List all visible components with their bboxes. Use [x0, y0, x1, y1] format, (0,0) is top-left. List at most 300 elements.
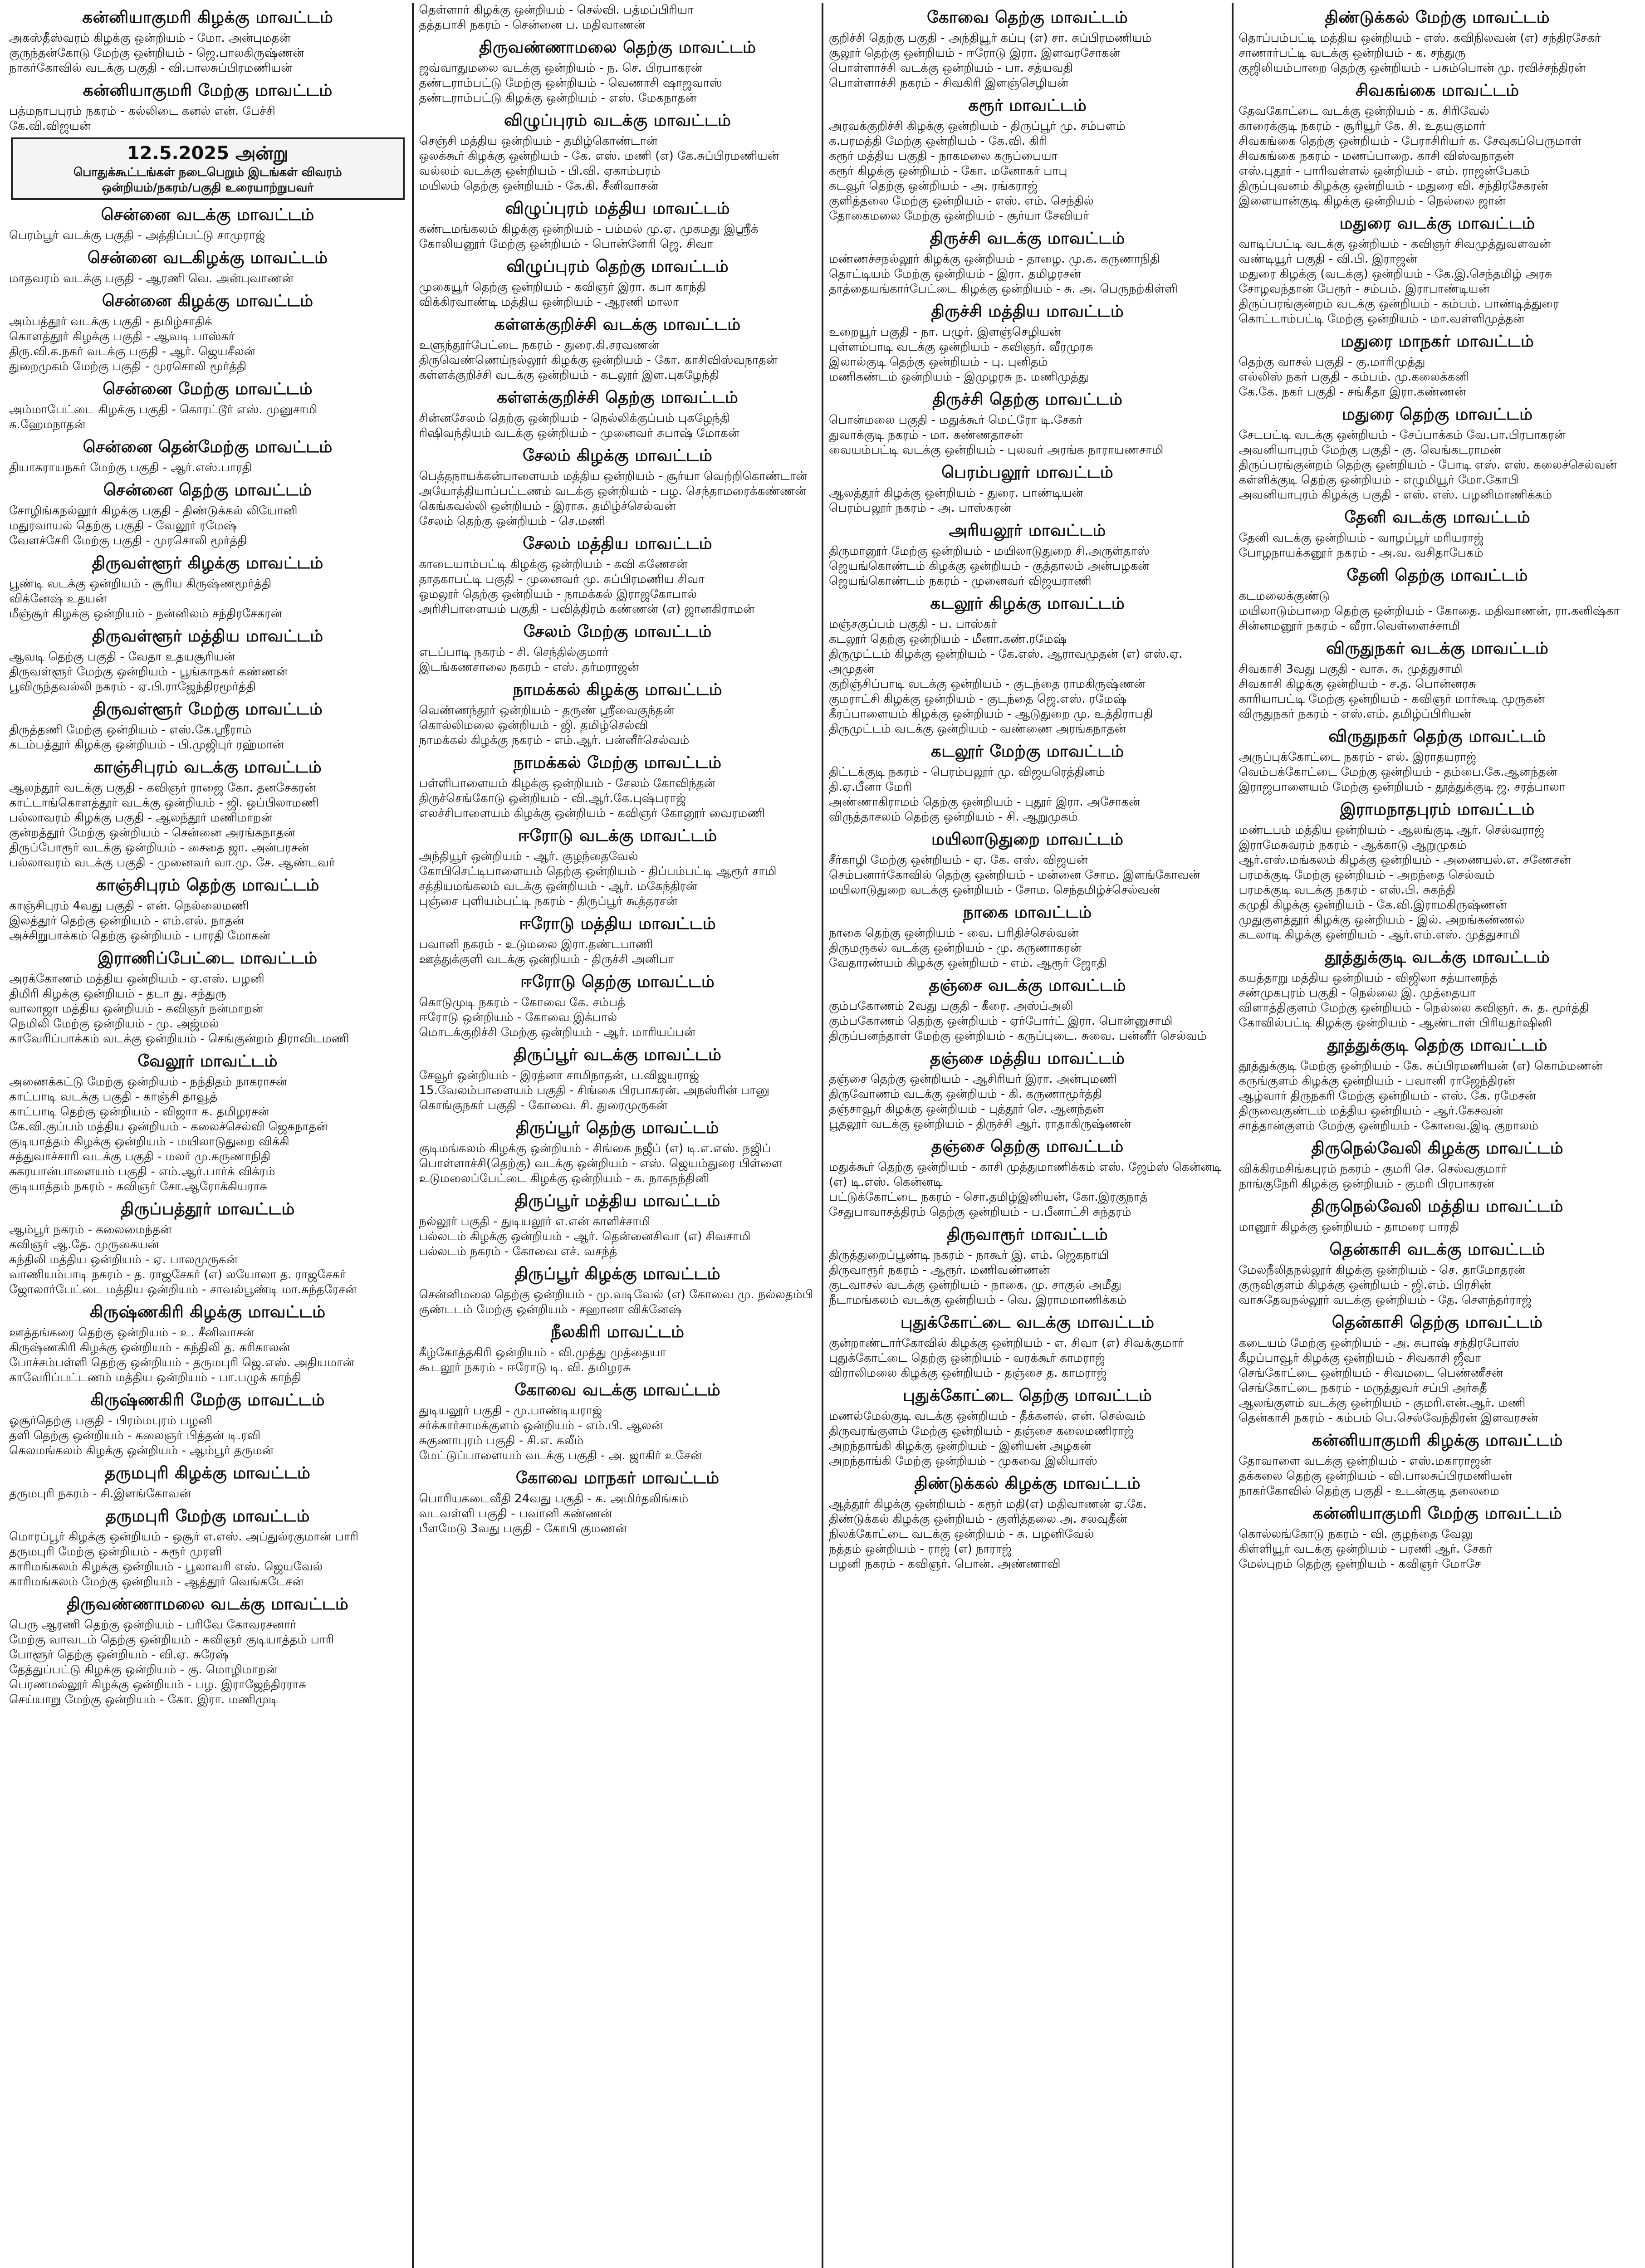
- venue-speaker-line: தளி தெற்கு ஒன்றியம் - கலைஞர் பித்தன் டி.ரவி: [9, 1429, 261, 1442]
- venue-speaker-line: குன்றத்தூர் மேற்கு ஒன்றியம் - சென்னை அரங்கநாதன்: [9, 826, 295, 840]
- venue-speaker-line: க.ஹேமநாதன்: [9, 418, 86, 431]
- district-heading: சென்னை மேற்கு மாவட்டம்: [103, 380, 313, 398]
- venue-speaker-line: பொள்ளாச்சி(தெற்கு) வடக்கு ஒன்றியம் - எஸ். ஜெயம்துரை பிள்ளை: [419, 1157, 783, 1170]
- district-section: [9, 553, 406, 621]
- district-heading: தேனி வடக்கு மாவட்டம்: [1344, 508, 1531, 527]
- venue-speaker-line: போச்சம்பள்ளி தெற்கு ஒன்றியம் - தருமபுரி ஜெ.எஸ். அதியமான்: [9, 1356, 354, 1369]
- venue-speaker-line: பெரம்பலூர் நகரம் - அ. பாஸ்கரன்: [829, 501, 1012, 515]
- district-section: [419, 445, 817, 529]
- venue-speaker-line: மொடக்குறிச்சி மேற்கு ஒன்றியம் - ஆர். மாரியப்பன்: [419, 1026, 696, 1039]
- district-section: [829, 228, 1226, 297]
- district-heading: விழுப்புரம் தெற்கு மாவட்டம்: [506, 257, 729, 276]
- venue-speaker-line: கடமலைக்குண்டு: [1239, 589, 1330, 603]
- district-heading: நீலகிரி மாவட்டம்: [551, 1323, 685, 1341]
- venue-speaker-line: எல்லிஸ் நகர் பகுதி - கம்பம். மு.கலைக்கனி: [1239, 370, 1469, 384]
- venue-speaker-line: நாகை தெற்கு ஒன்றியம் - வை. பரிதிச்செல்வன்: [829, 926, 1079, 940]
- venue-speaker-line: இராமேசுவரம் நகரம் - ஆக்காடு ஆறுமுகம்: [1239, 838, 1467, 852]
- columns-container: [4, 3, 1641, 2268]
- venue-speaker-line: காரிமங்கலம் மேற்கு ஒன்றியம் - ஆத்தூர் வெங்கடேசன்: [9, 1575, 304, 1589]
- district-section: [1239, 1035, 1636, 1134]
- district-section: [1239, 1503, 1636, 1572]
- district-heading: கோவை மாநகர் மாவட்டம்: [515, 1469, 720, 1487]
- venue-speaker-line: தூத்துக்குடி மேற்கு ஒன்றியம் - கே. சுப்பிரமணியன் (எ) கொம்மணன்: [1239, 1059, 1603, 1073]
- venue-speaker-line: சின்னசேலம் தெற்கு ஒன்றியம் - நெல்லிக்குப்பம் புகழேந்தி: [419, 411, 730, 425]
- venue-speaker-line: தியாகராயநகர் மேற்கு பகுதி - ஆர்.எஸ்.பாரதி: [9, 461, 252, 474]
- venue-speaker-line: கீழ்கோத்தகிரி ஒன்றியம் - வி.முத்து முத்தையா: [419, 1346, 666, 1359]
- district-section: [1239, 1196, 1636, 1235]
- district-section: [829, 462, 1226, 516]
- venue-speaker-line: புஞ்சை புளியம்பட்டி நகரம் - திருப்பூர் கூத்தரசன்: [419, 894, 678, 908]
- venue-speaker-line: திருமருகல் வடக்கு ஒன்றியம் - மு. கருணாகரன்: [829, 941, 1082, 955]
- venue-speaker-line: ஆவடி தெற்கு பகுதி - வேதா உதயசூரியன்: [9, 650, 235, 664]
- district-section: [419, 1045, 817, 1113]
- district-section: [829, 301, 1226, 385]
- district-heading: கன்னியாகுமரி மேற்கு மாவட்டம்: [1312, 1504, 1562, 1523]
- venue-speaker-line: ஜவ்வாதுமலை வடக்கு ஒன்றியம் - ந. செ. பிரபாகரன்: [419, 61, 703, 75]
- venue-speaker-line: உளுந்தூர்பேட்டை நகரம் - துரை.கி.சரவணன்: [419, 338, 660, 352]
- district-heading: திருப்பத்தூர் மாவட்டம்: [120, 1200, 295, 1218]
- venue-speaker-line: மண்ணச்சநல்லூர் கிழக்கு ஒன்றியம் - தாழை. மு.க. கருணாநிதி: [829, 252, 1160, 266]
- venue-speaker-line: கள்ளக்குறிச்சி வடக்கு ஒன்றியம் - கடலூர் இள.புகழேந்தி: [419, 368, 720, 382]
- district-heading: ஈரோடு வடக்கு மாவட்டம்: [518, 826, 717, 845]
- district-heading: கோவை தெற்கு மாவட்டம்: [927, 8, 1128, 27]
- venue-speaker-line: பல்லடம் நகரம் - கோவை எச். வசந்த்: [419, 1245, 617, 1258]
- district-section: [9, 757, 406, 870]
- venue-speaker-line: குறிஞ்சிப்பாடி வடக்கு ஒன்றியம் - குடந்தை ராமகிருஷ்ணன்: [829, 677, 1146, 691]
- venue-speaker-line: மானூர் கிழக்கு ஒன்றியம் - தாமரை பாரதி: [1239, 1220, 1459, 1234]
- district-section: [1239, 213, 1636, 327]
- venue-speaker-line: அரவக்குறிச்சி கிழக்கு ஒன்றியம் - திருப்பூர் மு. சம்பளம்: [829, 119, 1126, 133]
- venue-speaker-line: தண்டராம்பட்டு கிழக்கு ஒன்றியம் - எஸ். மேகநாதன்: [419, 91, 697, 105]
- venue-speaker-line: சிவகங்கை நகரம் - மணப்பாறை. காசி விஸ்வநாதன்: [1239, 149, 1514, 163]
- district-heading: திண்டுக்கல் மேற்கு மாவட்டம்: [1325, 8, 1550, 27]
- venue-speaker-line: வையம்பட்டி வடக்கு ஒன்றியம் - புலவர் அரங்க நாராயணசாமி: [829, 443, 1164, 457]
- district-heading: கிருஷ்ணகிரி மேற்கு மாவட்டம்: [90, 1391, 325, 1409]
- venue-speaker-line: திருத்துறைப்பூண்டி நகரம் - நாகூர் இ. எம். ஜெகநாயி: [829, 1248, 1109, 1262]
- venue-speaker-line: திருவாரூர் நகரம் - ஆரூர். மணிவண்ணன்: [829, 1263, 1050, 1277]
- district-section: [9, 1302, 406, 1385]
- venue-speaker-line: கூடலூர் நகரம் - ஈரோடு டி. வி. தமிழரசு: [419, 1361, 631, 1374]
- venue-speaker-line: கண்டமங்கலம் கிழக்கு ஒன்றியம் - பம்மல் மு.ஏ. முகமது இஸ்ரீக்: [419, 222, 759, 236]
- district-section: [829, 1385, 1226, 1469]
- venue-speaker-line: அயோத்தியாப்பட்டணம் வடக்கு ஒன்றியம் - பழ. செந்தாமரைக்கண்ணன்: [419, 484, 807, 498]
- district-section: [9, 626, 406, 694]
- district-section: [829, 1312, 1226, 1381]
- venue-speaker-line: வாடிப்பட்டி வடக்கு ஒன்றியம் - கவிஞர் சிவமுத்துவளவன்: [1239, 237, 1551, 251]
- venue-speaker-line: முதுகுளத்தூர் கிழக்கு ஒன்றியம் - இல். அறங்கண்ணல்: [1239, 913, 1525, 927]
- district-section: [419, 679, 817, 748]
- venue-speaker-line: கிள்ளியூர் வடக்கு ஒன்றியம் - பரணி ஆர். சேகர்: [1239, 1542, 1493, 1556]
- venue-speaker-line: திருப்போரூர் வடக்கு ஒன்றியம் - சைதை ஜா. அன்பரசன்: [9, 841, 309, 855]
- district-section: [829, 95, 1226, 224]
- venue-speaker-line: காடையாம்பட்டி கிழக்கு ஒன்றியம் - கவி கணேசன்: [419, 557, 688, 571]
- venue-speaker-line: பவானி நகரம் - உடுமலை இரா.தண்டபாணி: [419, 938, 653, 951]
- district-heading: கிருஷ்ணகிரி கிழக்கு மாவட்டம்: [89, 1303, 326, 1321]
- venue-speaker-line: கே.வி.குப்பம் மத்திய ஒன்றியம் - கலைச்செல்வி ஜெகநாதன்: [9, 1120, 328, 1134]
- district-section: [9, 80, 406, 134]
- venue-speaker-line: மேட்டுப்பாளையம் வடக்கு பகுதி - அ. ஜாகிர் உசேன்: [419, 1449, 702, 1462]
- venue-speaker-line: குளித்தலை மேற்கு ஒன்றியம் - எஸ். எம். செந்தில்: [829, 194, 1094, 208]
- district-section: [419, 533, 817, 617]
- venue-speaker-line: திருத்தணி மேற்கு ஒன்றியம் - எஸ்.கே.ஸ்ரீராம்: [9, 723, 252, 737]
- district-heading: திருச்சி மத்திய மாவட்டம்: [931, 302, 1124, 321]
- district-section: [1239, 1312, 1636, 1426]
- venue-speaker-line: கள்ளிக்குடி தெற்கு ஒன்றியம் - எழுமியூர் மோ.கோபி: [1239, 473, 1519, 487]
- venue-speaker-line: வாணியம்பாடி நகரம் - த. ராஜசேகர் (எ) லயோலா த. ராஜசேகர்: [9, 1268, 346, 1281]
- meeting-subtitle: பொதுக்கூட்டங்கள் நடைபெறும் இடங்கள் விவரம்: [73, 166, 342, 179]
- venue-speaker-line: திண்டுக்கல் கிழக்கு ஒன்றியம் - குளித்தலை அ. சலவுதீன்: [829, 1512, 1127, 1526]
- venue-speaker-line: அரக்கோணம் மத்திய ஒன்றியம் - ஏ.எஸ். பழனி: [9, 972, 264, 986]
- venue-speaker-line: ஓமலூர் தெற்கு ஒன்றியம் - நாமக்கல் இராஜகோபால்: [419, 587, 697, 601]
- venue-speaker-line: நாகர்கோவில் வடக்கு பகுதி - வி.பாலசுப்பிரமணியன்: [9, 61, 293, 75]
- district-section: [1239, 1138, 1636, 1192]
- venue-speaker-line: மேலநீலிதநல்லூர் கிழக்கு ஒன்றியம் - செ. தாமோதரன்: [1239, 1263, 1526, 1277]
- district-heading: பெரம்பலூர் மாவட்டம்: [941, 463, 1114, 482]
- venue-speaker-line: கொங்குநகர் பகுதி - கோவை. சி. துரைமுருகன்: [419, 1099, 668, 1112]
- district-section: [9, 1051, 406, 1194]
- venue-speaker-line: கந்திலி மத்திய ஒன்றியம் - ஏ. பாலமுருகன்: [9, 1253, 238, 1266]
- venue-speaker-line: பல்லாவரம் கிழக்கு பகுதி - ஆலந்தூர் மணிமாறன்: [9, 811, 273, 825]
- meeting-date-box: [11, 137, 405, 200]
- venue-speaker-line: பெரு ஆரணி தெற்கு ஒன்றியம் - பரிவே கோவரசனார்: [9, 1618, 297, 1632]
- venue-speaker-line: சத்துவாச்சாரி வடக்கு பகுதி - மலர் மு.கருணாநிதி: [9, 1150, 271, 1163]
- venue-speaker-line: துடியலூர் பகுதி - மு.பாண்டியராஜ்: [419, 1404, 602, 1418]
- district-section: [9, 379, 406, 432]
- venue-speaker-line: திரு.வி.க.நகர் வடக்கு பகுதி - ஆர். ஜெயசீலன்: [9, 345, 255, 358]
- venue-speaker-line: குடவாசல் வடக்கு ஒன்றியம் - நாகை. மு. சாகுல் அமீது: [829, 1278, 1121, 1292]
- district-heading: தருமபுரி மேற்கு மாவட்டம்: [105, 1507, 310, 1525]
- district-heading: தஞ்சை தெற்கு மாவட்டம்: [931, 1137, 1124, 1156]
- venue-speaker-line: அறந்தாங்கி கிழக்கு ஒன்றியம் - இனியன் அழகன்: [829, 1439, 1092, 1453]
- district-heading: புதுக்கோட்டை வடக்கு மாவட்டம்: [900, 1313, 1155, 1332]
- district-section: [9, 7, 406, 76]
- venue-speaker-line: தொப்பம்பட்டி மத்திய ஒன்றியம் - எஸ். கவிநிலவன் (எ) சந்திரசேகர்: [1239, 31, 1601, 45]
- venue-speaker-line: மயிலாடும்பாறை தெற்கு ஒன்றியம் - கோதை. மதிவாணன், ரா.கனிஷ்கா: [1239, 604, 1620, 618]
- venue-speaker-line: கும்பகோணம் தெற்கு ஒன்றியம் - ஏர்போர்ட் இரா. பொன்னுசாமி: [829, 1014, 1173, 1028]
- district-section: [829, 593, 1226, 737]
- venue-speaker-line: வேதாரண்யம் கிழக்கு ஒன்றியம் - எம். ஆரூர் ஜோதி: [829, 956, 1107, 970]
- venue-speaker-line: கடையம் மேற்கு ஒன்றியம் - அ. சுபாஷ் சந்திரபோஸ்: [1239, 1336, 1519, 1350]
- district-heading: திருச்சி தெற்கு மாவட்டம்: [932, 390, 1123, 409]
- venue-speaker-line: பெத்தநாயக்கன்பாளையம் மத்திய ஒன்றியம் - சூர்யா வெற்றிகொண்டான்: [419, 469, 808, 483]
- venue-speaker-line: இலால்குடி தெற்கு ஒன்றியம் - பு. புனிதம்: [829, 355, 1048, 369]
- district-section: [9, 205, 406, 243]
- district-heading: திருவாரூர் மாவட்டம்: [947, 1225, 1108, 1244]
- district-heading: நாமக்கல் கிழக்கு மாவட்டம்: [513, 680, 723, 699]
- venue-speaker-line: பொரியகடைவீதி 24வது பகுதி - க. அமிர்தலிங்கம்: [419, 1492, 689, 1505]
- venue-speaker-line: விக்கிரமசிங்கபுரம் நகரம் - குமரி செ. செல்வகுமார்: [1239, 1162, 1507, 1176]
- column-3: [823, 3, 1234, 2268]
- venue-speaker-line: அகஸ்தீஸ்வரம் கிழக்கு ஒன்றியம் - மோ. அன்புமதன்: [9, 31, 291, 45]
- district-heading: திருநெல்வேலி கிழக்கு மாவட்டம்: [1311, 1139, 1564, 1158]
- venue-speaker-line: தஞ்சாவூர் கிழக்கு ஒன்றியம் - புத்தூர் செ. ஆனந்தன்: [829, 1102, 1104, 1116]
- venue-speaker-line: குடிமங்கலம் கிழக்கு ஒன்றியம் - சிங்கை நஜீப் (எ) டி.எ.எஸ். நஜிப்: [419, 1142, 771, 1155]
- venue-speaker-line: தாத்தையங்கார்பேட்டை கிழக்கு ஒன்றியம் - சு. அ. பெருநற்கிள்ளி: [829, 282, 1178, 296]
- district-section: [9, 291, 406, 374]
- venue-speaker-line: திருவள்ளூர் மேற்கு ஒன்றியம் - பூங்காநகர் கண்ணன்: [9, 665, 288, 679]
- district-section: [419, 1468, 817, 1536]
- venue-speaker-line: தோவாளை வடக்கு ஒன்றியம் - எஸ்.மகாராஜன்: [1239, 1454, 1492, 1468]
- district-heading: திருவள்ளூர் மத்திய மாவட்டம்: [92, 627, 323, 645]
- venue-speaker-line: சுகரயான்பாளையம் பகுதி - எம்.ஆர்.பார்க் விக்ரம்: [9, 1165, 275, 1178]
- venue-speaker-line: திருமானூர் மேற்கு ஒன்றியம் - மயிலாடுதுறை சி.அருள்தாஸ்: [829, 544, 1150, 558]
- district-section: [419, 3, 817, 33]
- district-section: [829, 1136, 1226, 1220]
- venue-speaker-line: வாலாஜா மத்திய ஒன்றியம் - கவிஞர் நன்மாறன்: [9, 1002, 264, 1016]
- district-section: [419, 1380, 817, 1463]
- venue-speaker-line: குடியாத்தம் கிழக்கு ஒன்றியம் - மயிலாடுதுறை விக்கி: [9, 1135, 289, 1149]
- district-section: [419, 1118, 817, 1186]
- venue-speaker-line: துறைமுகம் மேற்கு பகுதி - முரசொலி மூர்த்தி: [9, 360, 247, 373]
- venue-speaker-line: திமிரி கிழக்கு ஒன்றியம் - தடா து. சந்துரு: [9, 987, 226, 1001]
- district-section: [9, 1390, 406, 1458]
- venue-speaker-line: கோபிசெட்டிபாளையம் தெற்கு ஒன்றியம் - திப்பம்பட்டி ஆரூர் சாமி: [419, 865, 777, 878]
- district-section: [829, 741, 1226, 825]
- column-1: [4, 3, 414, 2268]
- venue-speaker-line: வெம்பக்கோட்டை மேற்கு ஒன்றியம் - தம்பை.கே.ஆனந்தன்: [1239, 765, 1557, 779]
- venue-speaker-line: கொளத்தூர் கிழக்கு பகுதி - ஆவடி பாஸ்கர்: [9, 330, 235, 343]
- venue-speaker-line: தருமபுரி நகரம் - சி.இளங்கோவன்: [9, 1487, 191, 1501]
- district-section: [9, 1463, 406, 1501]
- district-heading: திருச்சி வடக்கு மாவட்டம்: [930, 229, 1125, 248]
- district-heading: காஞ்சிபுரம் தெற்கு மாவட்டம்: [96, 876, 319, 894]
- venue-speaker-line: காரியாபட்டி மேற்கு ஒன்றியம் - கவிஞர் மார்கூடி முருகன்: [1239, 692, 1545, 706]
- venue-speaker-line: ஜெயங்கொண்டம் நகரம் - முனைவர் விஜயராணி: [829, 574, 1092, 588]
- venue-speaker-line: சண்முகபுரம் பகுதி - நெல்லை இ. முத்தையா: [1239, 986, 1476, 1000]
- venue-speaker-line: மேற்கு வாவடம் தெற்கு ஒன்றியம் - கவிஞர் குடியாத்தம் பாரி: [9, 1633, 334, 1647]
- district-section: [419, 387, 817, 441]
- venue-speaker-line: கோவில்பட்டி கிழக்கு ஒன்றியம் - ஆண்டாள் பிரியதர்ஷினி: [1239, 1016, 1552, 1030]
- district-section: [419, 826, 817, 909]
- venue-speaker-line: துவாக்குடி நகரம் - மா. கண்ணதாசன்: [829, 428, 1023, 442]
- venue-speaker-line: தத்தபாசி நகரம் - சென்னை ப. மதிவாணன்: [419, 18, 646, 32]
- district-section: [1239, 7, 1636, 76]
- district-heading: விழுப்புரம் வடக்கு மாவட்டம்: [504, 111, 731, 130]
- venue-speaker-line: கிருஷ்ணகிரி கிழக்கு ஒன்றியம் - கந்திலி த. கரிகாலன்: [9, 1341, 290, 1354]
- venue-speaker-line: திருமுட்டம் வடக்கு ஒன்றியம் - வண்ணை அரங்கநாதன்: [829, 722, 1126, 736]
- venue-speaker-line: கொட்டாம்பட்டி மேற்கு ஒன்றியம் - மா.வள்ளிமுத்தன்: [1239, 312, 1525, 326]
- district-section: [1239, 726, 1636, 795]
- district-heading: தஞ்சை வடக்கு மாவட்டம்: [929, 976, 1126, 995]
- venue-speaker-line: பள்ளிபாளையம் கிழக்கு ஒன்றியம் - சேலம் கோவிந்தன்: [419, 777, 715, 790]
- district-section: [419, 198, 817, 252]
- venue-speaker-line: தேவகோட்டை வடக்கு ஒன்றியம் - க. சிரிவேல்: [1239, 104, 1489, 118]
- district-heading: கள்ளக்குறிச்சி வடக்கு மாவட்டம்: [494, 315, 741, 334]
- district-heading: சென்னை வடக்கு மாவட்டம்: [101, 205, 314, 224]
- venue-speaker-line: பூண்டி வடக்கு ஒன்றியம் - சூரிய கிருஷ்ணமூர்த்தி: [9, 577, 272, 591]
- venue-speaker-line: செஞ்சி மத்திய ஒன்றியம் - தமிழ்கொண்டான்: [419, 134, 658, 148]
- district-heading: நாமக்கல் மேற்கு மாவட்டம்: [513, 753, 722, 772]
- venue-speaker-line: பொன்மலை பகுதி - மதுக்கூர் மெட்ரோ டி.சேகர்: [829, 413, 1082, 427]
- venue-speaker-line: ஆழ்வார் திருநகரி மேற்கு ஒன்றியம் - எஸ். கே. ரமேசன்: [1239, 1089, 1536, 1103]
- district-section: [829, 7, 1226, 91]
- venue-speaker-line: மயிலம் தெற்கு ஒன்றியம் - கே.கி. சீனிவாசன்: [419, 179, 659, 193]
- venue-speaker-line: கோலியனூர் மேற்கு ஒன்றியம் - பொன்னேரி ஜெ. சிவா: [419, 237, 713, 251]
- venue-speaker-line: நெமிலி மேற்கு ஒன்றியம் - மு. அஜ்மல்: [9, 1017, 219, 1031]
- venue-speaker-line: குஜிலியம்பாறை தெற்கு ஒன்றியம் - பசும்பொன் மு. ரவிச்சந்திரன்: [1239, 61, 1586, 75]
- venue-speaker-line: நாகர்கோவில் தெற்கு பகுதி - உடன்குடி தலைமை: [1239, 1484, 1499, 1498]
- venue-speaker-line: உடுமலைப்பேட்டை கிழக்கு ஒன்றியம் - க. நாகநந்தினி: [419, 1172, 710, 1185]
- meeting-column-labels: ஒன்றியம்/நகரம்/பகுதி உரையாற்றுபவர்: [102, 181, 314, 195]
- district-section: [1239, 507, 1636, 561]
- venue-speaker-line: வாசுதேவநல்லூர் வடக்கு ஒன்றியம் - தே. சௌந்தர்ராஜ்: [1239, 1293, 1532, 1307]
- venue-speaker-line: குண்டடம் மேற்கு ஒன்றியம் - சஹானா விக்னேஷ்: [419, 1303, 682, 1316]
- district-heading: கடலூர் மேற்கு மாவட்டம்: [930, 742, 1124, 761]
- district-heading: மதுரை மாநகர் மாவட்டம்: [1341, 332, 1534, 351]
- district-section: [829, 520, 1226, 589]
- district-heading: சேலம் மேற்கு மாவட்டம்: [523, 622, 712, 641]
- venue-speaker-line: சத்தியமங்கலம் வடக்கு ஒன்றியம் - ஆர். மகேந்திரன்: [419, 880, 698, 893]
- district-section: [829, 1224, 1226, 1308]
- district-section: [419, 753, 817, 821]
- district-section: [419, 110, 817, 194]
- venue-speaker-line: சோழவந்தான் பேரூர் - சம்பம். இராபாண்டியன்: [1239, 282, 1490, 296]
- venue-speaker-line: வண்டியூர் பகுதி - வி.பி. இராஜன்: [1239, 252, 1417, 266]
- venue-speaker-line: செய்யாறு மேற்கு ஒன்றியம் - கோ. இரா. மணிமுடி: [9, 1693, 278, 1706]
- venue-speaker-line: பல்லாவரம் வடக்கு பகுதி - முனைவர் வா.மு. சே. ஆண்டவர்: [9, 856, 335, 870]
- venue-speaker-line: ஈரோடு ஒன்றியம் - கோவை இக்பால்: [419, 1011, 617, 1024]
- venue-speaker-line: அச்சிறுபாக்கம் தெற்கு ஒன்றியம் - பாரதி மோகன்: [9, 929, 271, 943]
- district-heading: ஈரோடு தெற்கு மாவட்டம்: [520, 973, 715, 991]
- venue-speaker-line: புள்ளம்பாடி வடக்கு ஒன்றியம் - கவிஞர். வீரமுரசு: [829, 340, 1093, 354]
- venue-speaker-line: தொட்டியம் மேற்கு ஒன்றியம் - இரா. தமிழரசன்: [829, 267, 1081, 281]
- venue-speaker-line: கே.வி.விஜயன்: [9, 119, 91, 133]
- district-heading: கோவை வடக்கு மாவட்டம்: [514, 1381, 721, 1399]
- venue-speaker-line: நிலக்கோட்டை வடக்கு ஒன்றியம் - சு. பழனிவேல்: [829, 1527, 1094, 1541]
- district-heading: தஞ்சை மத்திய மாவட்டம்: [930, 1049, 1125, 1068]
- district-section: [829, 1048, 1226, 1132]
- district-heading: சேலம் கிழக்கு மாவட்டம்: [523, 446, 713, 465]
- venue-speaker-line: பூதலூர் வடக்கு ஒன்றியம் - திருச்சி ஆர். ராதாகிருஷ்ணன்: [829, 1117, 1131, 1131]
- district-heading: வேலூர் மாவட்டம்: [137, 1052, 278, 1070]
- venue-speaker-line: வல்லம் வடக்கு ஒன்றியம் - பி.வி. ஏகாம்பரம்: [419, 164, 661, 178]
- venue-speaker-line: ஆலத்தூர் கிழக்கு ஒன்றியம் - துரை. பாண்டியன்: [829, 486, 1083, 500]
- venue-speaker-line: கீழப்பாவூர் கிழக்கு ஒன்றியம் - சிவகாசி ஜீவா: [1239, 1351, 1481, 1365]
- district-heading: சேலம் மத்திய மாவட்டம்: [523, 534, 713, 553]
- venue-speaker-line: அம்மாபேட்டை கிழக்கு பகுதி - கொரட்டூர் எஸ். முனுசாமி: [9, 403, 318, 416]
- venue-speaker-line: வடவள்ளி பகுதி - பவானி கண்ணன்: [419, 1507, 612, 1520]
- district-section: [9, 248, 406, 286]
- venue-speaker-line: பரமக்குடி மேற்கு ஒன்றியம் - அறந்தை செல்வம்: [1239, 868, 1495, 882]
- district-heading: மயிலாடுதுறை மாவட்டம்: [931, 830, 1124, 849]
- venue-speaker-line: க.பரமத்தி மேற்கு ஒன்றியம் - கே.வி. கிரி: [829, 134, 1048, 148]
- district-heading: சென்னை கிழக்கு மாவட்டம்: [102, 292, 313, 310]
- venue-speaker-line: கெலமங்கலம் கிழக்கு ஒன்றியம் - ஆம்பூர் தருமன்: [9, 1444, 274, 1457]
- venue-speaker-line: நல்லூர் பகுதி - துடியலூர் எ.என் காளிச்சாமி: [419, 1215, 651, 1228]
- venue-speaker-line: தெற்கு வாசல் பகுதி - கு.மாரிமுத்து: [1239, 355, 1425, 369]
- venue-speaker-line: சர்க்கார்சாமக்குளம் ஒன்றியம் - எம்.பி. ஆலன்: [419, 1419, 663, 1432]
- venue-speaker-line: விருத்தாசலம் தெற்கு ஒன்றியம் - சி. ஆறுமுகம்: [829, 810, 1078, 824]
- district-heading: அரியலூர் மாவட்டம்: [949, 521, 1106, 540]
- venue-speaker-line: பெரம்பூர் வடக்கு பகுதி - அத்திப்பட்டு சாமுராஜ்: [9, 229, 265, 242]
- venue-speaker-line: சோழிங்கநல்லூர் கிழக்கு பகுதி - திண்டுக்கல் லியோனி: [9, 504, 298, 518]
- district-heading: விருதுநகர் வடக்கு மாவட்டம்: [1326, 639, 1549, 658]
- venue-speaker-line: திருச்செங்கோடு ஒன்றியம் - வி.ஆர்.கே.புஷ்பராஜ்: [419, 792, 686, 805]
- venue-speaker-line: அரிசிபாளையம் பகுதி - பவித்திரம் கண்ணன் (எ) ஜானகிராமன்: [419, 602, 755, 616]
- venue-speaker-line: திருவெண்ணெய்நல்லூர் கிழக்கு ஒன்றியம் - கோ. காசிவிஸ்வநாதன்: [419, 353, 778, 367]
- venue-speaker-line: திருவரங்குளம் மேற்கு ஒன்றியம் - தஞ்சை கலைமணிராஜ்: [829, 1424, 1134, 1438]
- venue-speaker-line: கொல்லங்கோடு நகரம் - வி. குழந்தை வேலு: [1239, 1527, 1474, 1541]
- venue-speaker-line: கொடுமுடி நகரம் - கோவை கே. சம்பத்: [419, 996, 626, 1009]
- meeting-date: 12.5.2025 அன்று: [127, 143, 289, 164]
- venue-speaker-line: தண்டராம்பட்டு மேற்கு ஒன்றியம் - வெணாசி ஷாஜவாஸ்: [419, 76, 722, 90]
- district-heading: மதுரை வடக்கு மாவட்டம்: [1339, 214, 1535, 233]
- venue-speaker-line: திருவைகுண்டம் மத்திய ஒன்றியம் - ஆர்.கேசவன்: [1239, 1104, 1503, 1118]
- venue-speaker-line: வெண்ணந்தூர் ஒன்றியம் - தருண் ஸ்ரீவைகுந்தன்: [419, 704, 675, 717]
- venue-speaker-line: காட்டாங்கொளத்தூர் வடக்கு ஒன்றியம் - ஜி. ஒப்பிலாமணி: [9, 796, 319, 810]
- venue-speaker-line: மயிலாடுதுறை வடக்கு ஒன்றியம் - சோம. செந்தமிழ்ச்செல்வன்: [829, 883, 1160, 897]
- district-heading: சென்னை தென்மேற்கு மாவட்டம்: [83, 438, 333, 456]
- district-heading: கடலூர் கிழக்கு மாவட்டம்: [930, 594, 1125, 613]
- district-heading: கன்னியாகுமரி மேற்கு மாவட்டம்: [83, 81, 333, 100]
- venue-speaker-line: திருவோணம் வடக்கு ஒன்றியம் - கி. கருணாமூர்த்தி: [829, 1087, 1102, 1101]
- venue-speaker-line: கரூர் கிழக்கு ஒன்றியம் - கோ. மனோகர் பாபு: [829, 164, 1067, 178]
- district-heading: திண்டுக்கல் கிழக்கு மாவட்டம்: [914, 1474, 1141, 1493]
- district-section: [419, 256, 817, 310]
- venue-speaker-line: குமராட்சி கிழக்கு ஒன்றியம் - குடந்தை ஜெ.எஸ். ரமேஷ்: [829, 692, 1126, 706]
- district-heading: திருவண்ணாமலை தெற்கு மாவட்டம்: [479, 38, 756, 57]
- venue-speaker-line: தஞ்சை தெற்கு ஒன்றியம் - ஆசிரியர் இரா. அன்புமணி: [829, 1072, 1117, 1086]
- district-section: [829, 389, 1226, 458]
- venue-speaker-line: கடவூர் தெற்கு ஒன்றியம் - அ. ரங்கராஜ்: [829, 179, 1038, 193]
- venue-speaker-line: ஜெயங்கொண்டம் கிழக்கு ஒன்றியம் - குத்தாலம் அன்பழகன்: [829, 559, 1150, 573]
- district-heading: நாகை மாவட்டம்: [963, 903, 1092, 922]
- district-heading: புதுக்கோட்டை தெற்கு மாவட்டம்: [903, 1386, 1152, 1405]
- venue-speaker-line: கமுதி கிழக்கு ஒன்றியம் - கே.வி.இராமகிருஷ்ணன்: [1239, 898, 1507, 912]
- district-section: [419, 1322, 817, 1375]
- venue-speaker-line: மண்டபம் மத்திய ஒன்றியம் - ஆலங்குடி ஆர். செல்வராஜ்: [1239, 823, 1544, 837]
- venue-speaker-line: சேதுபாவாசத்திரம் தெற்கு ஒன்றியம் - ப.பீனாட்சி சுந்தரம்: [829, 1205, 1131, 1219]
- venue-speaker-line: தாதகாபட்டி பகுதி - முனைவர் மு. சுப்பிரமணிய சிவா: [419, 572, 705, 586]
- venue-speaker-line: இலத்தூர் தெற்கு ஒன்றியம் - எம்.எல். நாதன்: [9, 914, 244, 928]
- venue-speaker-line: ஆம்பூர் நகரம் - கலைமைந்தன்: [9, 1223, 172, 1237]
- district-section: [9, 948, 406, 1046]
- venue-speaker-line: ஊத்தங்கரை தெற்கு ஒன்றியம் - உ. சீனிவாசன்: [9, 1326, 255, 1339]
- venue-speaker-line: ஜோலார்பேட்டை மத்திய ஒன்றியம் - சாவல்பூண்டி மா.சுந்தரேசன்: [9, 1283, 357, 1296]
- venue-speaker-line: பழனி நகரம் - கவிஞர். பொன். அண்ணாவி: [829, 1557, 1061, 1571]
- venue-speaker-line: எடப்பாடி நகரம் - சி. செந்தில்குமார்: [419, 645, 609, 659]
- district-section: [419, 1264, 817, 1317]
- district-heading: சிவகங்கை மாவட்டம்: [1355, 81, 1519, 100]
- venue-speaker-line: ஆலந்தூர் வடக்கு பகுதி - கவிஞர் ராஜை கோ. தனசேகரன்: [9, 781, 316, 795]
- venue-speaker-line: விருதுநகர் நகரம் - எஸ்.எம். தமிழ்ப்பிரியன்: [1239, 707, 1471, 721]
- venue-speaker-line: மதுக்கூர் தெற்கு ஒன்றியம் - காசி முத்துமாணிக்கம் எஸ். ஜேம்ஸ் கென்னடி (எ) டி.எஸ். கென்னடி: [829, 1160, 1222, 1189]
- venue-speaker-line: கொல்லிமலை ஒன்றியம் - ஜி. தமிழ்செல்வி: [419, 719, 648, 732]
- venue-speaker-line: கும்பகோணம் 2வது பகுதி - கீரை. அஸ்ப்அலி: [829, 999, 1073, 1013]
- district-heading: தென்காசி வடக்கு மாவட்டம்: [1329, 1240, 1545, 1259]
- venue-speaker-line: காட்பாடி வடக்கு பகுதி - காஞ்சி தாவூத்: [9, 1090, 218, 1104]
- district-heading: திருப்பூர் மத்திய மாவட்டம்: [514, 1192, 720, 1210]
- venue-speaker-line: கரூர் மத்திய பகுதி - நாகமலை கருப்பையா: [829, 149, 1058, 163]
- venue-speaker-line: காரைக்குடி நகரம் - சூரியூர் கே. சி. உதயகுமார்: [1239, 119, 1486, 133]
- district-section: [419, 37, 817, 106]
- venue-speaker-line: ஒலக்கூர் கிழக்கு ஒன்றியம் - கே. எஸ். மணி (எ) கே.சுப்பிரமணியன்: [419, 149, 779, 163]
- venue-speaker-line: சிவகங்கை தெற்கு ஒன்றியம் - பேராசிரியர் க. சேவுகப்பெருமாள்: [1239, 134, 1581, 148]
- venue-speaker-line: திட்டக்குடி நகரம் - பெரம்பலூர் மு. விஜயரெத்தினம்: [829, 765, 1105, 779]
- venue-speaker-line: அறந்தாங்கி மேற்கு ஒன்றியம் - முகவை இலியாஸ்: [829, 1454, 1097, 1468]
- venue-speaker-line: மஞ்சகுப்பம் பகுதி - ப. பாஸ்கர்: [829, 617, 997, 631]
- venue-speaker-line: சிவகாசி 3வது பகுதி - வாசு. சு. முத்துசாமி: [1239, 662, 1463, 676]
- venue-speaker-line: திருப்பரங்குன்றம் தெற்கு ஒன்றியம் - போடி எஸ். எஸ். கலைச்செல்வன்: [1239, 458, 1617, 472]
- district-heading: திருவண்ணாமலை வடக்கு மாவட்டம்: [67, 1595, 349, 1613]
- venue-speaker-line: தருமபுரி மேற்கு ஒன்றியம் - சுரூர் முரளி: [9, 1545, 222, 1559]
- venue-speaker-line: தோகைமலை மேற்கு ஒன்றியம் - சூர்யா சேவியர்: [829, 209, 1089, 223]
- venue-speaker-line: காவேரிப்பட்டணம் மத்திய ஒன்றியம் - பா.பழுக் காந்தி: [9, 1371, 302, 1384]
- venue-speaker-line: நாங்குநேரி கிழக்கு ஒன்றியம் - குமரி பிரபாகரன்: [1239, 1177, 1494, 1191]
- district-heading: தென்காசி தெற்கு மாவட்டம்: [1332, 1313, 1543, 1332]
- venue-speaker-line: திருப்புவனம் கிழக்கு ஒன்றியம் - மதுரை வி. சந்திரசேகரன்: [1239, 179, 1548, 193]
- district-section: [9, 437, 406, 475]
